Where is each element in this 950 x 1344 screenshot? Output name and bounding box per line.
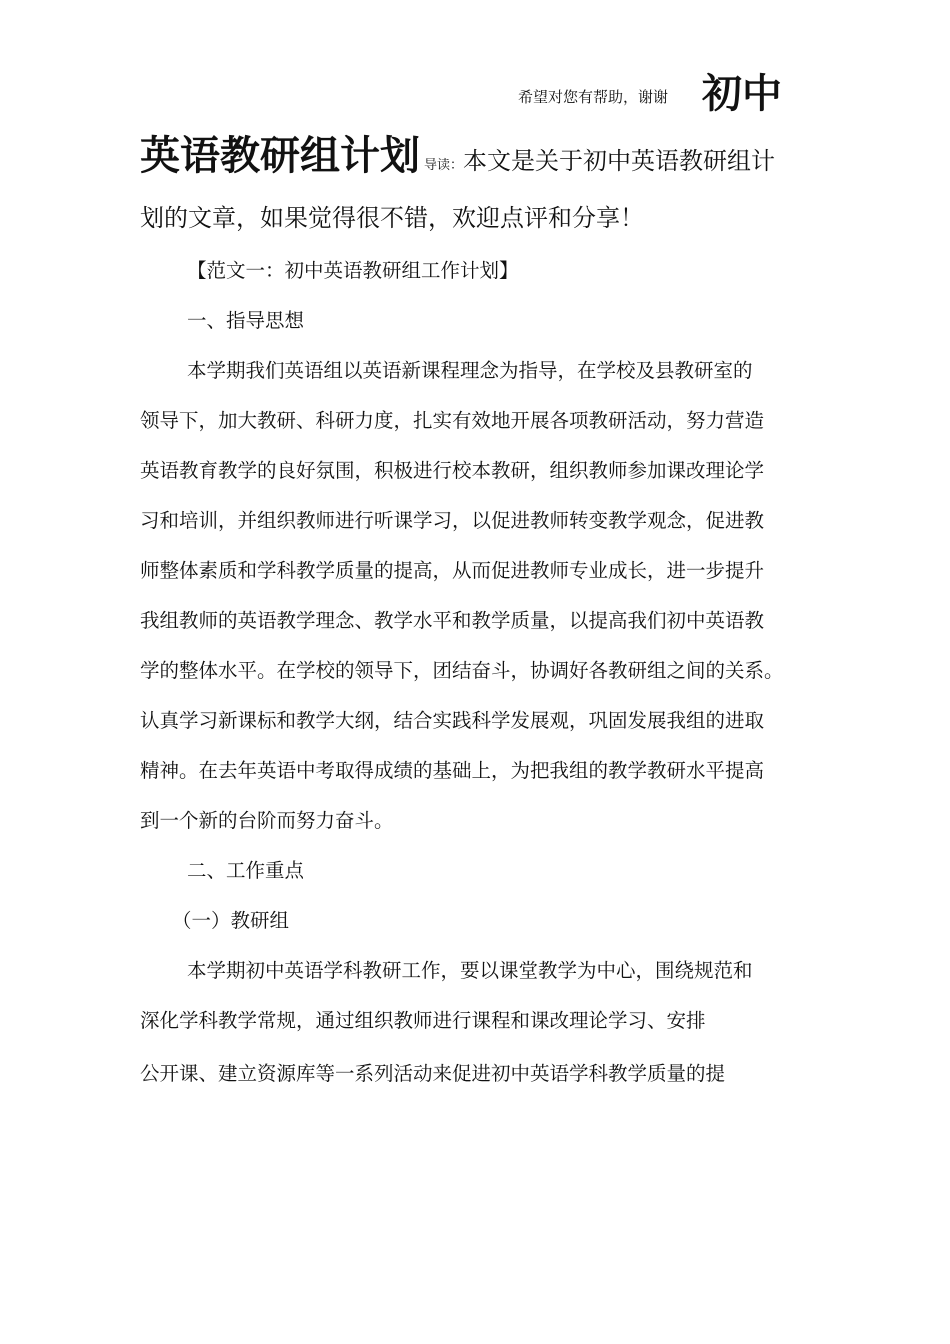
sample-heading: 【范文一：初中英语教研组工作计划】: [187, 259, 519, 282]
paragraph2-line: 本学期初中英语学科教研工作，要以课堂教学为中心，围绕规范和: [187, 959, 753, 982]
title-line: [140, 124, 775, 181]
paragraph1-line: 英语教育教学的良好氛围，积极进行校本教研，组织教师参加课改理论学: [140, 459, 765, 482]
paragraph1-line: 我组教师的英语教学理念、教学水平和教学质量，以提高我们初中英语教: [140, 609, 765, 632]
lead-label: 导读：: [424, 158, 464, 173]
lead-text-line1: 本文是关于初中英语教研组计: [463, 147, 776, 175]
paragraph1-line: 到一个新的台阶而努力奋斗。: [140, 809, 394, 832]
paragraph1-line: 本学期我们英语组以英语新课程理念为指导，在学校及县教研室的: [187, 359, 753, 382]
title-part1: 初中: [702, 71, 782, 117]
paragraph1-line: 学的整体水平。在学校的领导下，团结奋斗，协调好各教研组之间的关系。: [140, 659, 784, 682]
section2-heading: 二、工作重点: [187, 859, 305, 882]
title-part2: 英语教研组计划: [140, 133, 420, 179]
paragraph1-line: 领导下，加大教研、科研力度，扎实有效地开展各项教研活动，努力营造: [140, 409, 765, 432]
paragraph2-line: 深化学科教学常规，通过组织教师进行课程和课改理论学习、安排: [140, 1009, 706, 1032]
subsection-heading: （一）教研组: [172, 909, 290, 932]
paragraph1-line: 精神。在去年英语中考取得成绩的基础上，为把我组的教学教研水平提高: [140, 759, 765, 782]
paragraph1-line: 习和培训，并组织教师进行听课学习，以促进教师转变教学观念，促进教: [140, 509, 765, 532]
header-note: 希望对您有帮助，谢谢: [518, 88, 669, 106]
section1-heading: 一、指导思想: [187, 309, 305, 332]
paragraph1-line: 师整体素质和学科教学质量的提高，从而促进教师专业成长，进一步提升: [140, 559, 765, 582]
paragraph1-line: 认真学习新课标和教学大纲，结合实践科学发展观，巩固发展我组的进取: [140, 709, 765, 732]
lead-text-line2: 划的文章，如果觉得很不错，欢迎点评和分享！: [140, 204, 644, 232]
paragraph2-line: 公开课、建立资源库等一系列活动来促进初中英语学科教学质量的提: [140, 1062, 726, 1085]
